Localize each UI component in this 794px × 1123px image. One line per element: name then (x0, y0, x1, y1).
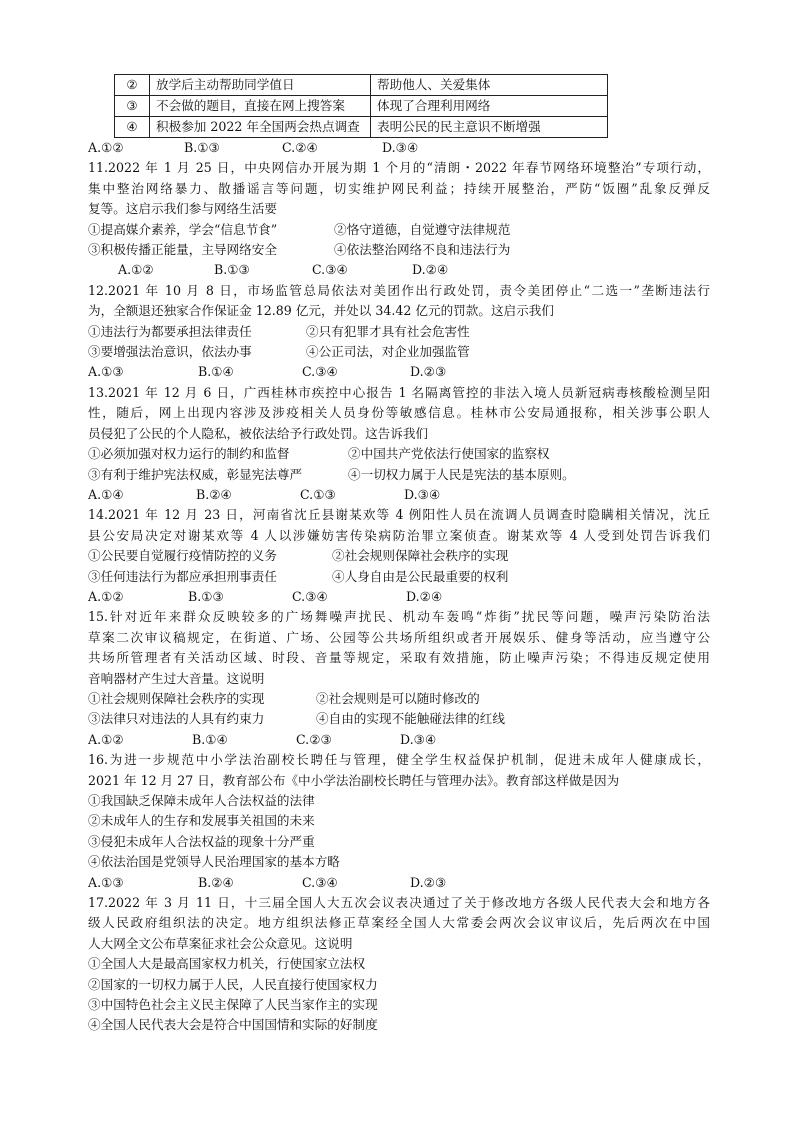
answer-d: D.②④ (412, 262, 449, 278)
answer-c: C.③④ (302, 874, 338, 890)
answer-b: B.①④ (192, 731, 228, 747)
answer-b: B.①③ (214, 262, 250, 278)
question-15 (88, 607, 710, 750)
q14-option-3: ③任何违法行为都应承担刑事责任 (88, 568, 277, 584)
q15-option-2: ②社会规则是可以随时修改的 (316, 690, 480, 706)
answer-b: B.②④ (196, 486, 232, 502)
question-17 (88, 893, 710, 1036)
q12-options-row-1 (88, 322, 710, 342)
q17-option-3: ③中国特色社会主义民主保障了人民当家作主的实现 (88, 997, 378, 1013)
q17-stem-2: 级人民政府组织法的决定。地方组织法修正草案经全国人大常委会两次会议审议后，先后两次在中国 (88, 915, 710, 931)
answer-d: D.②④ (406, 588, 443, 604)
q15-options-row-1 (88, 689, 710, 709)
question-11 (88, 158, 710, 280)
q16-option-4: ④依法治国是党领导人民治理国家的基本方略 (88, 854, 340, 870)
q16-option-2: ②未成年人的生存和发展事关祖国的未来 (88, 813, 315, 829)
q14-option-4: ④人身自由是公民最重要的权利 (332, 568, 509, 584)
q12-options-row-2 (88, 342, 710, 362)
answer-c: C.③④ (312, 262, 348, 278)
q14-options-row-1 (88, 546, 710, 566)
q15-option-1: ①社会规则保障社会秩序的实现 (88, 690, 265, 706)
meaning-cell: 帮助他人、关爱集体 (371, 75, 608, 96)
answer-a: A.①② (118, 262, 154, 278)
q11-answers (88, 260, 710, 280)
answer-c: C.①③ (300, 486, 336, 502)
q10-answers (88, 138, 710, 158)
q15-option-3: ③法律只对违法的人具有约束力 (88, 711, 265, 727)
q16-answers (88, 873, 710, 893)
q16-stem-2: 2021 年 12 月 27 日，教育部公布《中小学法治副校长聘任与管理办法》。教育部这样做是因为 (88, 772, 620, 788)
q11-option-1: ①提高媒介素养，学会“信息节食” (88, 221, 278, 237)
q12-option-4: ④公正司法，对企业加强监管 (306, 344, 470, 360)
answer-c: C.②③ (296, 731, 332, 747)
q12-answers (88, 362, 710, 382)
q13-stem-3: 员侵犯了公民的个人隐私，被依法给予行政处罚。这告诉我们 (88, 425, 429, 441)
q17-stem-3: 人大网全文公布草案征求社会公众意见。这说明 (88, 935, 353, 951)
answer-d: D.②③ (410, 874, 447, 890)
answer-b: B.①④ (198, 364, 234, 380)
q13-options-row-1 (88, 444, 710, 464)
q15-stem-1: 15.针对近年来群众反映较多的广场舞噪声扰民、机动车轰鸣“炸街”扰民等问题，噪声污染防治法 (88, 609, 710, 625)
meaning-cell: 体现了合理利用网络 (371, 96, 608, 117)
answer-a: A.①④ (88, 486, 124, 502)
answer-a: A.①② (88, 731, 124, 747)
q16-stem-1: 16.为进一步规范中小学法治副校长聘任与管理，健全学生权益保护机制，促进未成年人健康成长， (88, 752, 710, 768)
answer-c: C.③④ (302, 364, 338, 380)
q15-stem-2: 草案二次审议稿规定，在街道、广场、公园等公共场所组织或者开展娱乐、健身等活动，应当遵守公 (88, 629, 710, 645)
q17-option-1: ①全国人大是最高国家权力机关，行使国家立法权 (88, 956, 366, 972)
q14-stem-2: 县公安局决定对谢某欢等 4 人以涉嫌妨害传染病防治罪立案侦查。谢某欢等 4 人受到处罚告诉我们 (88, 527, 710, 543)
answer-b: B.①③ (188, 588, 224, 604)
q14-option-2: ②社会规则保障社会秩序的实现 (332, 548, 509, 564)
q12-stem-2: 为，全额退还独家合作保证金 12.89 亿元，并处以 34.42 亿元的罚款。这启示我们 (88, 303, 554, 319)
q13-options-row-2 (88, 465, 710, 485)
answer-d: D.③④ (382, 140, 419, 155)
q15-option-4: ④自由的实现不能触碰法律的红线 (316, 711, 505, 727)
answer-d: D.②③ (410, 364, 447, 380)
answer-b: B.①③ (184, 140, 220, 155)
q12-option-2: ②只有犯罪才具有社会危害性 (306, 323, 470, 339)
answer-d: D.③④ (400, 731, 437, 747)
q11-option-4: ④依法整治网络不良和违法行为 (334, 242, 511, 258)
q15-options-row-2 (88, 709, 710, 729)
question-12 (88, 281, 710, 383)
question-13 (88, 383, 710, 505)
q13-stem-2: 性，随后，网上出现内容涉及涉疫相关人员身份等敏感信息。桂林市公安局通报称，相关涉事公职人 (88, 405, 710, 421)
q13-option-4: ④一切权力属于人民是宪法的基本原则。 (348, 466, 575, 482)
q17-option-4: ④全国人民代表大会是符合中国国情和实际的好制度 (88, 1017, 378, 1033)
answer-a: A.①③ (88, 364, 124, 380)
q11-option-3: ③积极传播正能量，主导网络安全 (88, 242, 277, 258)
answer-a: A.①③ (88, 874, 124, 890)
q11-stem-2: 集中整治网络暴力、散播谣言等问题，切实维护网民利益；持续开展整治，严防“饭圈”乱象反弹反 (88, 180, 710, 196)
answer-a: A.①② (88, 588, 124, 604)
q12-option-1: ①违法行为都要承担法律责任 (88, 323, 252, 339)
q16-option-3: ③侵犯未成年人合法权益的现象十分严重 (88, 833, 315, 849)
q13-option-1: ①必须加强对权力运行的制约和监督 (88, 446, 290, 462)
table-row (115, 96, 608, 117)
q15-stem-3: 共场所管理者有关活动区域、时段、音量等规定，采取有效措施，防止噪声污染；不得违反规定使用 (88, 650, 710, 666)
exam-page (88, 74, 710, 1036)
q11-options-row-1 (88, 220, 710, 240)
q17-option-2: ②国家的一切权力属于人民，人民直接行使国家权力 (88, 976, 378, 992)
q12-option-3: ③要增强法治意识，依法办事 (88, 344, 252, 360)
q14-options-row-2 (88, 567, 710, 587)
table-row (115, 117, 608, 138)
action-cell: 积极参加 2022 年全国两会热点调查 (150, 117, 371, 138)
q11-stem-1: 11.2022 年 1 月 25 日，中央网信办开展为期 1 个月的“清朗・2022 年春节网络环境整治”专项行动， (88, 160, 710, 176)
q14-stem-1: 14.2021 年 12 月 23 日，河南省沈丘县谢某欢等 4 例阳性人员在流调人员调查时隐瞒相关情况，沈丘 (88, 507, 710, 523)
action-cell: 不会做的题目，直接在网上搜答案 (150, 96, 371, 117)
q12-stem-1: 12.2021 年 10 月 8 日，市场监管总局依法对美团作出行政处罚，责令美团停止“二选一”垄断违法行 (88, 282, 710, 298)
answer-c: C.②④ (282, 140, 318, 155)
answer-d: D.③④ (404, 486, 441, 502)
q11-options-row-2 (88, 240, 710, 260)
answer-a: A.①② (88, 140, 124, 155)
q13-stem-1: 13.2021 年 12 月 6 日，广西桂林市疾控中心报告 1 名隔离管控的非法入境人员新冠病毒核酸检测呈阳 (88, 384, 710, 400)
question-16 (88, 750, 710, 893)
q14-option-1: ①公民要自觉履行疫情防控的义务 (88, 548, 277, 564)
q15-stem-4: 音响器材产生过大音量。这说明 (88, 670, 265, 686)
table-row (115, 75, 608, 96)
answer-b: B.②④ (198, 874, 234, 890)
q11-stem-3: 复等。这启示我们参与网络生活要 (88, 201, 277, 217)
meaning-cell: 表明公民的民主意识不断增强 (371, 117, 608, 138)
row-number: ④ (115, 117, 150, 138)
answer-c: C.③④ (292, 588, 328, 604)
q17-stem-1: 17.2022 年 3 月 11 日，十三届全国人大五次会议表决通过了关于修改地方各级人民代表大会和地方各 (88, 895, 710, 911)
q11-option-2: ②恪守道德，自觉遵守法律规范 (334, 221, 511, 237)
q14-answers (88, 587, 710, 607)
q16-option-1: ①我国缺乏保障未成年人合法权益的法律 (88, 793, 315, 808)
action-cell: 放学后主动帮助同学值日 (150, 75, 371, 96)
q15-answers (88, 730, 710, 750)
q13-option-2: ②中国共产党依法行使国家的监察权 (348, 446, 550, 462)
question-14 (88, 505, 710, 607)
row-number: ② (115, 75, 150, 96)
q13-option-3: ③有利于维护宪法权威，彰显宪法尊严 (88, 466, 303, 482)
q13-answers (88, 485, 710, 505)
behavior-table (114, 74, 608, 138)
row-number: ③ (115, 96, 150, 117)
